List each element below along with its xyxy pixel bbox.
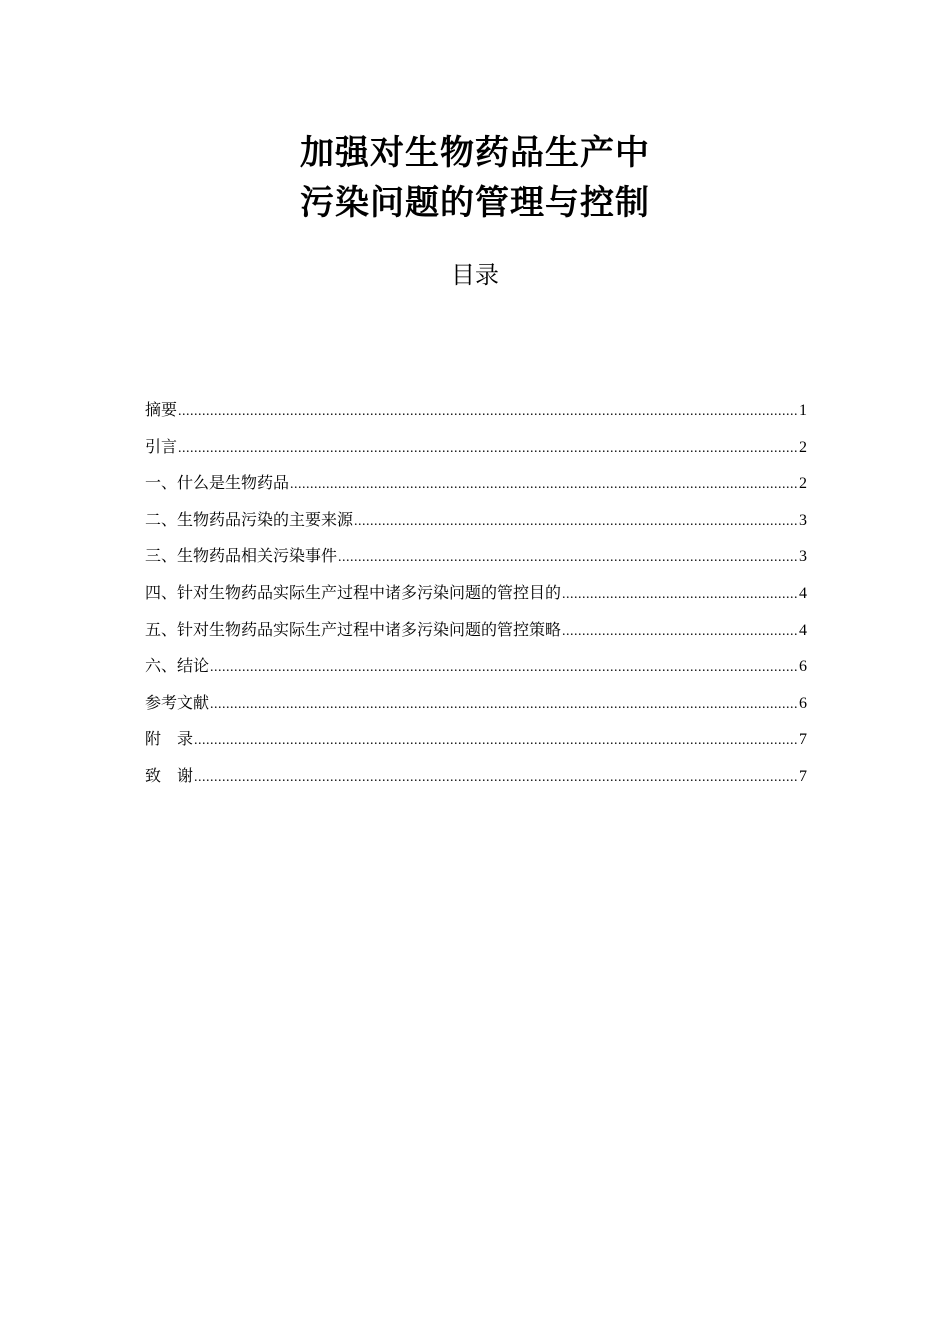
- toc-entry-label: 六、结论: [145, 656, 210, 676]
- toc-entry-page: 6: [799, 658, 807, 676]
- toc-entry-page: 4: [799, 584, 807, 602]
- toc-dot-leader: [562, 577, 798, 614]
- toc-heading: 目录: [451, 261, 499, 289]
- toc-entry-label: 一、什么是生物药品: [145, 473, 290, 493]
- toc-entry-section-1[interactable]: [145, 465, 807, 502]
- toc-entry-section-6[interactable]: [145, 648, 807, 685]
- toc-entry-references[interactable]: [145, 685, 807, 722]
- toc-entry-label: 二、生物药品污染的主要来源: [145, 509, 354, 529]
- toc-dot-leader: [178, 431, 798, 468]
- toc-entry-section-5[interactable]: [145, 612, 807, 649]
- table-of-contents: [145, 392, 807, 795]
- toc-entry-label: 四、针对生物药品实际生产过程中诸多污染问题的管控目的: [145, 582, 562, 602]
- toc-entry-label: 五、针对生物药品实际生产过程中诸多污染问题的管控策略: [145, 619, 562, 639]
- toc-dot-leader: [210, 687, 798, 724]
- toc-entry-section-4[interactable]: [145, 575, 807, 612]
- document-title-line-1: 加强对生物药品生产中: [300, 133, 650, 173]
- toc-dot-leader: [194, 760, 798, 797]
- toc-dot-leader: [338, 540, 798, 577]
- toc-entry-page: 4: [799, 621, 807, 639]
- toc-entry-page: 3: [799, 511, 807, 529]
- toc-entry-page: 1: [799, 402, 807, 419]
- toc-entry-page: 7: [799, 767, 807, 785]
- toc-entry-appendix[interactable]: [145, 721, 807, 758]
- toc-entry-label: 致 谢: [145, 765, 194, 785]
- toc-entry-label: 参考文献: [145, 692, 210, 712]
- toc-entry-label: 引言: [145, 436, 178, 456]
- toc-entry-page: 7: [799, 731, 807, 749]
- toc-entry-page: 2: [799, 475, 807, 493]
- toc-entry-page: 3: [799, 548, 807, 566]
- document-title-line-2: 污染问题的管理与控制: [300, 183, 650, 223]
- toc-entry-page: 2: [799, 438, 807, 456]
- toc-entry-label: 三、生物药品相关污染事件: [145, 546, 338, 566]
- toc-entry-abstract[interactable]: [145, 392, 807, 429]
- toc-entry-introduction[interactable]: [145, 429, 807, 466]
- toc-dot-leader: [354, 504, 798, 541]
- toc-entry-section-2[interactable]: [145, 502, 807, 539]
- toc-entry-label: 附 录: [145, 729, 194, 749]
- toc-entry-section-3[interactable]: [145, 538, 807, 575]
- toc-dot-leader: [562, 614, 798, 651]
- toc-dot-leader: [194, 723, 798, 760]
- toc-entry-page: 6: [799, 694, 807, 712]
- toc-dot-leader: [290, 467, 798, 504]
- toc-dot-leader: [178, 394, 798, 431]
- toc-entry-acknowledgements[interactable]: [145, 758, 807, 795]
- toc-dot-leader: [210, 650, 798, 687]
- toc-entry-label: 摘要: [145, 400, 178, 419]
